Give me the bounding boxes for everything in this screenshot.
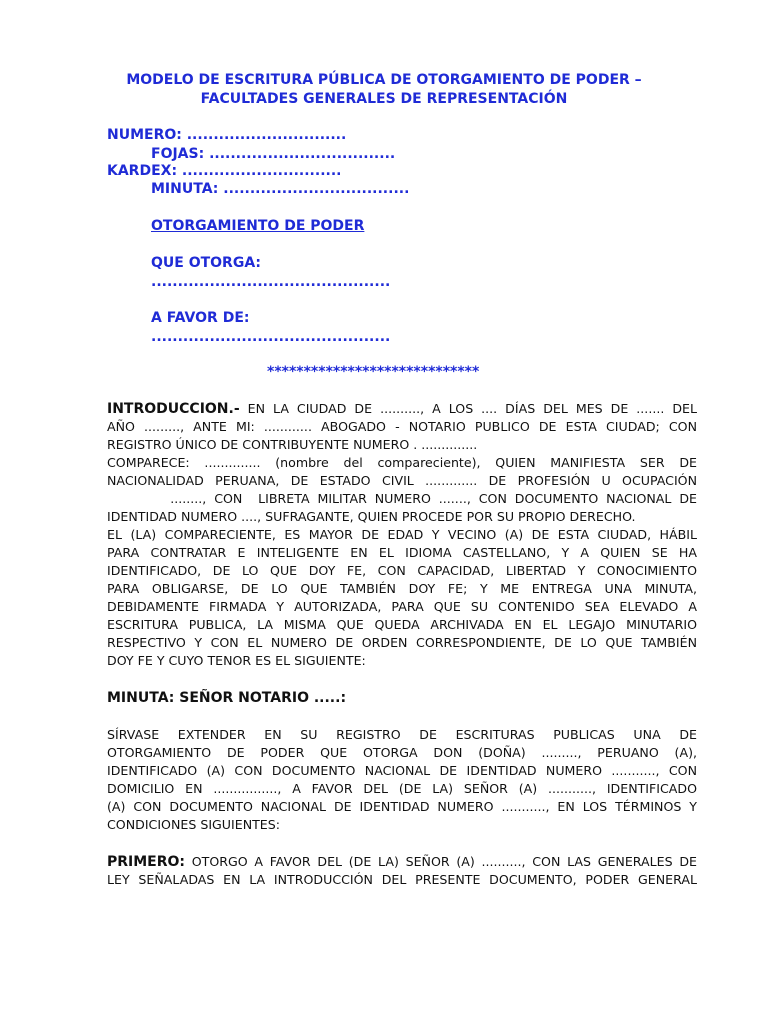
document-title-line1: MODELO DE ESCRITURA PÚBLICA DE OTORGAMIENTO DE PODER – (126, 72, 642, 88)
numero-field: NUMERO: .............................. (107, 127, 347, 143)
primero-line-1: PRIMERO: OTORGO A FAVOR DEL (DE LA) SEÑOR (A) .........., CON LAS GENERALES DE (107, 854, 697, 870)
primero-line: LEY SEÑALADAS EN LA INTRODUCCIÓN DEL PRESENTE DOCUMENTO, PODER GENERAL (107, 872, 697, 887)
intro-line: REGISTRO ÚNICO DE CONTRIBUYENTE NUMERO . .............. (107, 437, 478, 452)
minuta-line: CONDICIONES SIGUIENTES: (107, 817, 280, 832)
a-favor-dots: ............................................. (151, 329, 391, 345)
separator-stars: ***************************** (267, 364, 480, 380)
primero-label: PRIMERO: (107, 854, 186, 870)
intro-line: COMPARECE: .............. (nombre del compareciente), QUIEN MANIFIESTA SER DE (107, 455, 697, 470)
intro-line: IDENTIDAD NUMERO ...., SUFRAGANTE, QUIEN PROCEDE POR SU PROPIO DERECHO. (107, 509, 636, 524)
minuta-line: DOMICILIO EN ................, A FAVOR DEL (DE LA) SEÑOR (A) ..........., IDENTIFICADO (107, 781, 697, 796)
intro-line: NACIONALIDAD PERUANA, DE ESTADO CIVIL ............. DE PROFESIÓN U OCUPACIÓN (107, 473, 697, 488)
minuta-line: IDENTIFICADO (A) CON DOCUMENTO NACIONAL DE IDENTIDAD NUMERO ..........., CON (107, 763, 697, 778)
minuta-line: (A) CON DOCUMENTO NACIONAL DE IDENTIDAD NUMERO ..........., EN LOS TÉRMINOS Y (107, 799, 697, 814)
que-otorga-dots: ............................................. (151, 274, 391, 290)
kardex-field: KARDEX: .............................. (107, 163, 342, 179)
document-title-line2: FACULTADES GENERALES DE REPRESENTACIÓN (200, 91, 568, 107)
intro-line: PARA OBLIGARSE, DE LO QUE TAMBIÉN DOY FE; Y ME ENTREGA UNA MINUTA, (107, 581, 697, 596)
introduccion-label: INTRODUCCION.- (107, 401, 240, 417)
otorgamiento-heading: OTORGAMIENTO DE PODER (151, 218, 365, 234)
fojas-field: FOJAS: ................................... (151, 146, 396, 162)
minuta-field: MINUTA: ................................... (151, 181, 410, 197)
minuta-line: OTORGAMIENTO DE PODER QUE OTORGA DON (DOÑA) ........., PERUANO (A), (107, 745, 697, 760)
intro-line: DOY FE Y CUYO TENOR ES EL SIGUIENTE: (107, 653, 366, 668)
intro-line-1: INTRODUCCION.- EN LA CIUDAD DE .........., A LOS .... DÍAS DEL MES DE ....... DEL (107, 401, 697, 417)
intro-line: EL (LA) COMPARECIENTE, ES MAYOR DE EDAD Y VECINO (A) DE ESTA CIUDAD, HÁBIL (107, 527, 697, 542)
introduccion-paragraph (107, 400, 697, 670)
intro-line: IDENTIFICADO, DE LO QUE DOY FE, CON CAPACIDAD, LIBERTAD Y CONOCIMIENTO (107, 563, 697, 578)
que-otorga-label: QUE OTORGA: (151, 255, 262, 271)
intro-line: AÑO ........., ANTE MI: ............ ABOGADO - NOTARIO PUBLICO DE ESTA CIUDAD; CON (107, 419, 697, 434)
intro-line: DEBIDAMENTE FIRMADA Y AUTORIZADA, PARA QUE SU CONTENIDO SEA ELEVADO A (107, 599, 697, 614)
minuta-heading: MINUTA: SEÑOR NOTARIO .....: (107, 690, 347, 706)
a-favor-label: A FAVOR DE: (151, 310, 250, 326)
primero-paragraph (107, 853, 697, 889)
minuta-line: SÍRVASE EXTENDER EN SU REGISTRO DE ESCRITURAS PUBLICAS UNA DE (107, 727, 697, 742)
intro-line: ESCRITURA PUBLICA, LA MISMA QUE QUEDA ARCHIVADA EN EL LEGAJO MINUTARIO (107, 617, 697, 632)
intro-line: ........, CON LIBRETA MILITAR NUMERO ......., CON DOCUMENTO NACIONAL DE (107, 491, 697, 506)
minuta-paragraph (107, 726, 697, 834)
intro-line: PARA CONTRATAR E INTELIGENTE EN EL IDIOMA CASTELLANO, Y A QUIEN SE HA (107, 545, 697, 560)
intro-line: RESPECTIVO Y CON EL NUMERO DE ORDEN CORRESPONDIENTE, DE LO QUE TAMBIÉN (107, 635, 697, 650)
